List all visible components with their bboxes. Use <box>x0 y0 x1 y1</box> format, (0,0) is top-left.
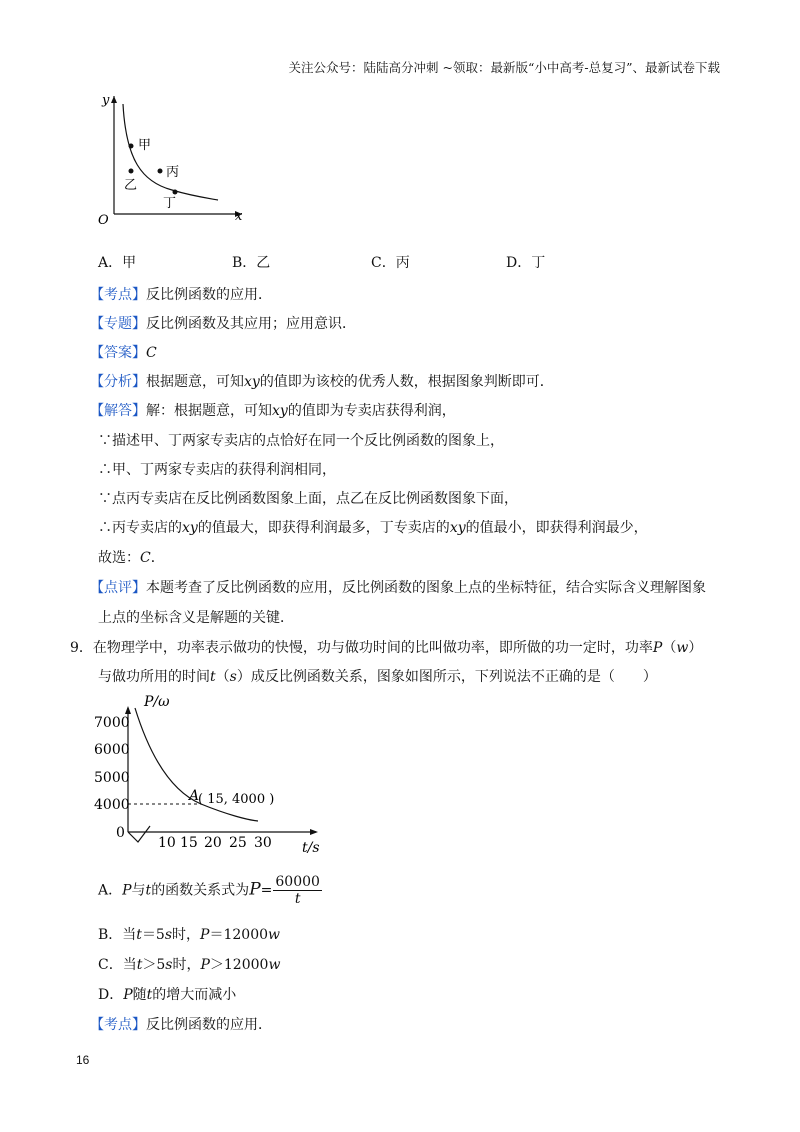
fenxi-tag: 【分析】 <box>90 374 146 390</box>
fenxi-text-a: 根据题意，可知 <box>146 374 244 390</box>
option-d: D．丁 <box>506 255 546 271</box>
optD-b: 随 <box>132 987 147 1003</box>
fenxi-xy: xy <box>244 374 260 390</box>
optC-b: ＞5 <box>142 957 166 973</box>
optB-d: ＝12000 <box>209 927 269 943</box>
solution-line-3: ∵点丙专卖店在反比例函数图象上面，点乙在反比例函数图象下面， <box>98 491 518 507</box>
label-bing: 丙 <box>166 165 180 180</box>
power-time-graph <box>88 690 348 860</box>
optD-c: 的增大而减小 <box>152 987 237 1003</box>
x-tick-25: 25 <box>229 835 247 851</box>
q9-kaodian-line <box>90 1014 272 1034</box>
point-a-label: A <box>189 788 200 804</box>
label-jia: 甲 <box>138 138 152 153</box>
q9-kaodian-text: 反比例函数的应用． <box>146 1017 272 1033</box>
optB-P: P <box>200 927 210 943</box>
zhuanti-text: 反比例函数及其应用；应用意识． <box>146 316 356 332</box>
page-number: 16 <box>76 1053 90 1067</box>
line4-c: 的值最小，即获得利润最少， <box>465 520 648 536</box>
fenxi-text-b: 的值即为该校的优秀人数，根据图象判断即可． <box>259 374 554 390</box>
optD-a: D． <box>98 987 124 1003</box>
kaodian-tag: 【考点】 <box>90 287 146 303</box>
point-ding <box>173 190 178 195</box>
solution-line-4 <box>98 517 648 537</box>
page-header: 关注公众号：陆陆高分冲刺 ~领取：最新版“小中高考-总复习”、最新试卷下载 <box>288 60 720 75</box>
jieda-xy: xy <box>272 403 288 419</box>
dianping-line <box>90 577 706 597</box>
q9-option-d <box>98 984 236 1004</box>
optA-b: 与 <box>131 882 146 899</box>
line4-a: ∴丙专卖店的 <box>98 520 182 536</box>
daan-line <box>90 342 157 362</box>
q9-stem-line-2 <box>98 666 657 686</box>
optB-a: B．当 <box>98 927 137 943</box>
q9-stem-s: s <box>229 669 237 685</box>
q9-stem-2a: 与做功所用的时间 <box>98 669 210 685</box>
optC-t: t <box>136 957 143 973</box>
jieda-text-b: 的值即为专卖店获得利润， <box>287 403 456 419</box>
q9-stem-1b: （ <box>662 640 677 656</box>
line5-b: ． <box>150 550 165 566</box>
x-tick-10: 10 <box>158 835 176 851</box>
optA-numerator: 60000 <box>275 874 320 890</box>
optA-fraction <box>273 874 322 907</box>
option-a: A．甲 <box>98 255 137 271</box>
q9-stem-t: t <box>210 669 216 685</box>
optB-s: s <box>164 927 173 943</box>
q9-number: 9． <box>70 640 93 656</box>
q9-stem-2b: （ <box>215 669 230 685</box>
y-tick-5000: 5000 <box>94 770 130 786</box>
daan-text: C <box>146 345 157 361</box>
optA-c: 的函数关系式为 <box>151 882 250 899</box>
zhuanti-tag: 【专题】 <box>90 316 146 332</box>
q9-stem-line-1 <box>70 637 702 657</box>
line4-xy2: xy <box>449 520 466 536</box>
optD-P: P <box>123 987 133 1003</box>
q9-option-b <box>98 924 280 944</box>
optA-t: t <box>145 882 152 899</box>
label-yi: 乙 <box>124 178 138 193</box>
option-b: B．乙 <box>232 255 271 271</box>
y-tick-6000: 6000 <box>94 742 130 758</box>
q9-stem-P: P <box>652 640 663 656</box>
optA-eq: = <box>260 882 273 899</box>
dianping-text-1: 本题考查了反比例函数的应用，反比例函数的图象上点的坐标特征，结合实际含义理解图象 <box>146 580 706 596</box>
point-a-coord: ( 15, 4000 ) <box>198 792 275 807</box>
optD-t: t <box>146 987 153 1003</box>
solution-line-2: ∴甲、丁两家专卖店的获得利润相同， <box>98 462 336 478</box>
y-tick-4000: 4000 <box>94 797 130 813</box>
q9-stem-1a: 在物理学中，功率表示做功的快慢，功与做功时间的比叫做功率，即所做的功一定时，功率 <box>92 640 653 656</box>
q9-stem-1c: ） <box>688 640 703 656</box>
jieda-tag: 【解答】 <box>90 403 146 419</box>
optC-P: P <box>200 957 210 973</box>
x-tick-30: 30 <box>254 835 272 851</box>
point-jia <box>129 144 134 149</box>
optB-c: 时， <box>172 927 201 943</box>
solution-line-5 <box>98 547 165 567</box>
line4-xy: xy <box>182 520 198 536</box>
jieda-text-a: 解：根据题意，可知 <box>146 403 272 419</box>
line5-choice: C <box>140 550 151 566</box>
point-bing <box>158 169 163 174</box>
optA-P2: P <box>249 879 261 900</box>
x-tick-15: 15 <box>180 835 198 851</box>
optA-denominator: t <box>294 891 301 907</box>
q9-stem-2c: ）成反比例函数关系，图象如图所示，下列说法不正确的是（ ） <box>236 669 657 685</box>
x-axis-label: x <box>235 209 243 224</box>
optC-a: C．当 <box>98 957 137 973</box>
q9-kaodian-tag: 【考点】 <box>90 1017 146 1033</box>
q9-option-c <box>98 954 280 974</box>
dianping-tag: 【点评】 <box>90 580 146 596</box>
y-tick-7000: 7000 <box>94 715 130 731</box>
q9-option-a <box>98 874 322 907</box>
kaodian-text: 反比例函数的应用． <box>146 287 272 303</box>
kaodian-line <box>90 284 272 304</box>
zhuanti-line <box>90 313 356 333</box>
y-axis-label: y <box>102 93 110 108</box>
y-tick-0: 0 <box>116 825 125 841</box>
optB-t: t <box>136 927 142 943</box>
optA-P: P <box>122 882 132 899</box>
dianping-line-2: 上点的坐标含义是解题的关键． <box>98 610 294 626</box>
reverse-proportion-graph-1 <box>92 90 252 230</box>
label-ding: 丁 <box>163 196 177 211</box>
x-axis-label: t/s <box>302 840 320 856</box>
x-tick-20: 20 <box>204 835 222 851</box>
optC-s: s <box>165 957 173 973</box>
optC-d: ＞12000 <box>209 957 269 973</box>
line4-b: 的值最大，即获得利润最多，丁专卖店的 <box>197 520 450 536</box>
y-axis-label: P/ω <box>144 694 170 710</box>
origin-label: O <box>98 213 109 228</box>
line5-a: 故选： <box>98 550 140 566</box>
optB-b: ＝5 <box>141 927 165 943</box>
solution-line-1: ∵描述甲、丁两家专卖店的点恰好在同一个反比例函数的图象上， <box>98 433 504 449</box>
fenxi-line <box>90 371 554 391</box>
optC-w: w <box>268 957 281 973</box>
jieda-line <box>90 400 456 420</box>
q9-stem-w: w <box>676 640 689 656</box>
optB-w: w <box>268 927 280 943</box>
optA-a: A． <box>98 882 123 899</box>
point-yi <box>129 169 134 174</box>
optC-c: 时， <box>172 957 201 973</box>
daan-tag: 【答案】 <box>90 345 146 361</box>
option-c: C．丙 <box>371 255 410 271</box>
